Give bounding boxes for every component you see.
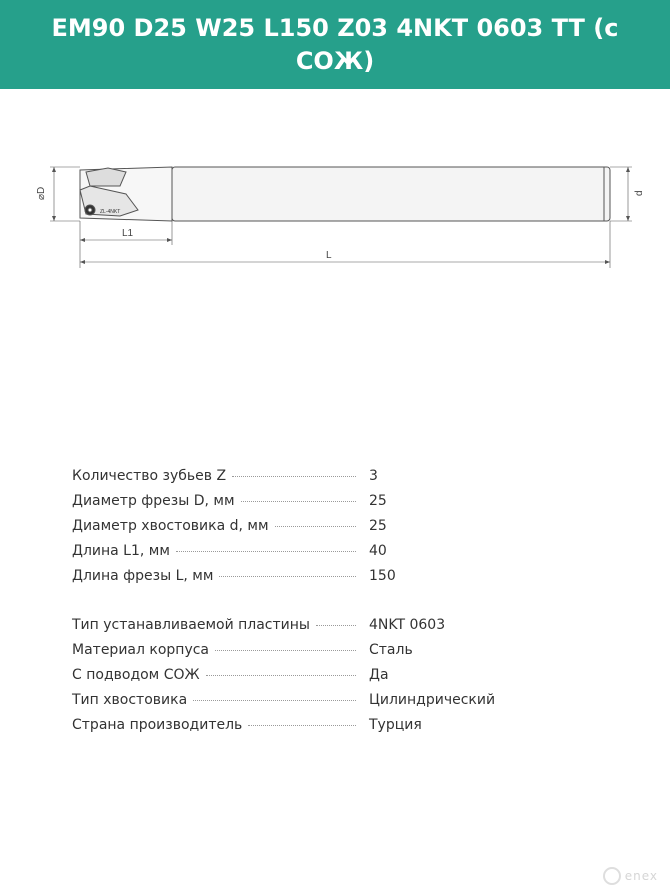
dim-D-label: ⌀D (36, 186, 47, 200)
dim-L1-label: L1 (122, 228, 134, 239)
spec-label: Количество зубьев Z (72, 468, 227, 484)
leader-dots (206, 675, 356, 676)
spec-table (72, 468, 592, 742)
spec-row (72, 568, 592, 593)
title-banner (0, 0, 670, 89)
spec-value: Цилиндрический (369, 692, 496, 708)
insert-mark: ZL-4NKT (100, 209, 121, 215)
spec-label: Страна производитель (72, 717, 243, 733)
brand-logo (603, 867, 658, 885)
spec-row (72, 518, 592, 543)
spec-row (72, 667, 592, 692)
spec-label: Диаметр хвостовика d, мм (72, 518, 269, 534)
tool-shank (172, 167, 610, 221)
spec-label: С подводом СОЖ (72, 667, 200, 683)
spec-row (72, 692, 592, 717)
leader-dots (232, 476, 356, 477)
spec-value: 25 (369, 518, 387, 534)
product-title: EM90 D25 W25 L150 Z03 4NKT 0603 TT (с СОЖ) (51, 13, 619, 75)
leader-dots (176, 551, 356, 552)
spec-row (72, 717, 592, 742)
logo-icon (603, 867, 621, 885)
spec-row (72, 493, 592, 518)
spec-value: Да (369, 667, 389, 683)
leader-dots (275, 526, 356, 527)
spec-row (72, 642, 592, 667)
spec-value: Турция (369, 717, 422, 733)
spec-value: 150 (369, 568, 396, 584)
leader-dots (219, 576, 356, 577)
leader-dots (193, 700, 356, 701)
leader-dots (316, 625, 356, 626)
logo-text: enex (624, 869, 658, 883)
leader-dots (241, 501, 356, 502)
spec-value: Сталь (369, 642, 413, 658)
spec-value: 40 (369, 543, 387, 559)
spec-row (72, 543, 592, 568)
dim-L-label: L (326, 250, 332, 261)
dim-d-label: d (634, 190, 645, 196)
tool-drawing (30, 150, 650, 280)
spec-row (72, 468, 592, 493)
leader-dots (215, 650, 356, 651)
spec-value: 4NKT 0603 (369, 617, 446, 633)
spec-value: 25 (369, 493, 387, 509)
spec-label: Длина L1, мм (72, 543, 170, 559)
spec-label: Диаметр фрезы D, мм (72, 493, 235, 509)
spec-group-dimensions (72, 468, 592, 593)
leader-dots (248, 725, 356, 726)
spec-group-properties (72, 617, 592, 742)
spec-row (72, 617, 592, 642)
spec-value: 3 (369, 468, 378, 484)
spec-label: Тип устанавливаемой пластины (72, 617, 310, 633)
spec-label: Материал корпуса (72, 642, 210, 658)
spec-label: Длина фрезы L, мм (72, 568, 214, 584)
spec-label: Тип хвостовика (72, 692, 188, 708)
